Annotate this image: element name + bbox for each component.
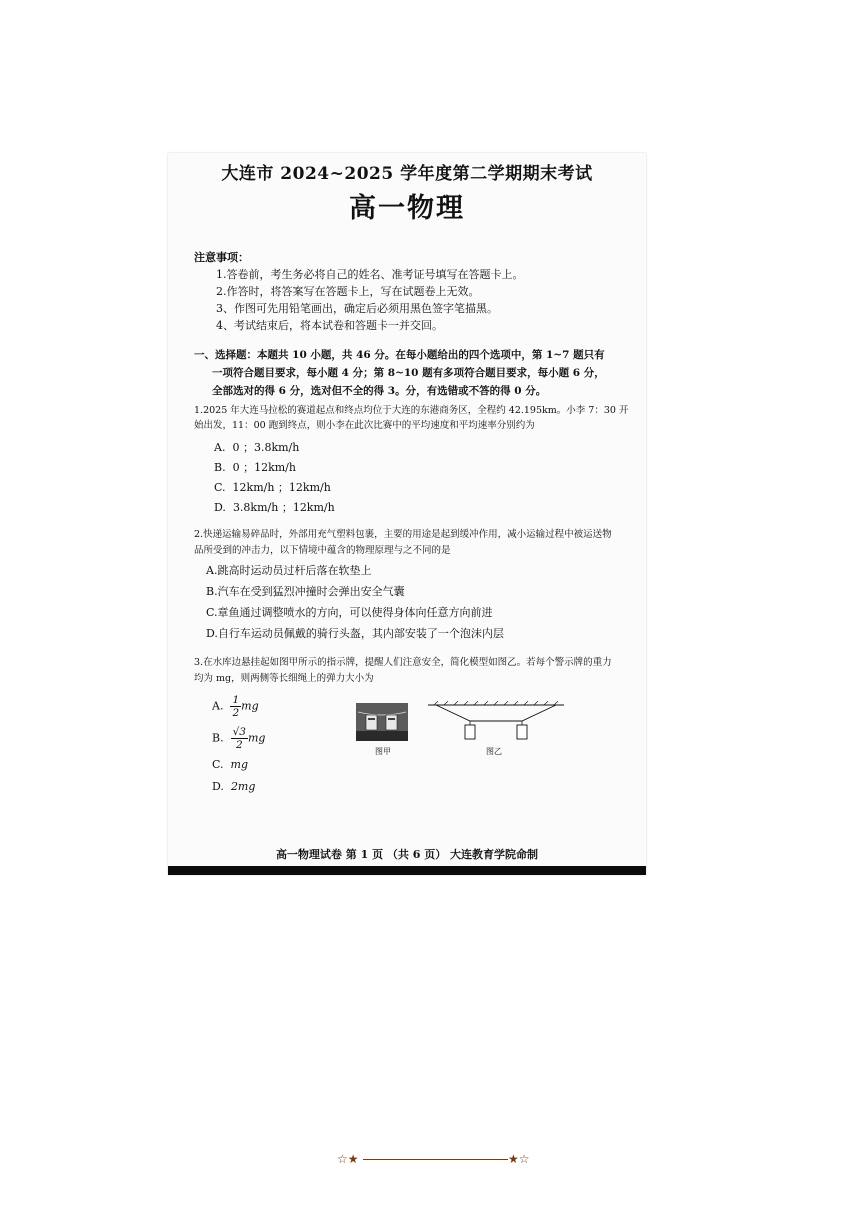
q3-option-b: B. $\frac{√3}{2}$ mg [212, 726, 266, 751]
exam-page [168, 153, 646, 875]
q1-option-c: C. 12km/h ；12km/h [214, 481, 331, 494]
q3-stem: 均为 mg，则两侧等长细绳上的弹力大小为 [194, 673, 374, 684]
section-instruction: 一、选择题：本题共 10 小题，共 46 分。在每小题给出的四个选项中，第 1~7 题只有 [194, 349, 605, 361]
notice-item: 2.作答时，将答案写在答题卡上，写在试题卷上无效。 [216, 285, 480, 298]
figure-jia-photo [356, 703, 408, 741]
notice-item: 4、考试结束后，将本试卷和答题卡一并交回。 [216, 319, 443, 332]
q3-stem: 3.在水库边悬挂起如图甲所示的指示牌，提醒人们注意安全，简化模型如图乙。若每个警示牌的重力 [194, 657, 612, 668]
page-footer: 高一物理试卷 第 1 页 （共 6 页） 大连教育学院命制 [275, 848, 539, 861]
q1-stem: 始出发，11：00 跑到终点，则小李在此次比赛中的平均速度和平均速率分别约为 [194, 420, 535, 431]
notice-heading: 注意事项： [194, 251, 249, 264]
q1-option-a: A. 0 ；3.8km/h [214, 441, 300, 454]
divider-line [363, 1159, 508, 1160]
exam-title: 大连市 2024~2025 学年度第二学期期末考试 [221, 164, 593, 184]
q2-stem: 品所受到的冲击力，以下情境中蕴含的物理原理与之不同的是 [194, 545, 451, 556]
q3-option-a: A. $\frac{1}{2}$ mg [212, 694, 259, 719]
section-instruction: 全部选对的得 6 分，选对但不全的得 3。分，有选错或不答的得 0 分。 [212, 385, 547, 397]
q3-option-d: D. 2mg [212, 780, 256, 793]
page-bottom-border [168, 866, 646, 875]
q1-option-b: B. 0 ；12km/h [214, 461, 296, 474]
q1-option-d: D. 3.8km/h ；12km/h [214, 501, 335, 514]
exam-subject: 高一物理 [349, 193, 465, 224]
star-icon: ★☆ [508, 1152, 530, 1166]
figure-yi-diagram [426, 701, 566, 745]
q3-option-c: C. mg [212, 758, 249, 771]
section-instruction: 一项符合题目要求，每小题 4 分；第 8~10 题有多项符合题目要求，每小题 6 分， [212, 367, 605, 379]
star-divider [337, 1152, 532, 1166]
q2-option-a: A.跳高时运动员过杆后落在软垫上 [206, 564, 372, 577]
star-icon: ☆★ [337, 1152, 359, 1166]
q2-option-c: C.章鱼通过调整喷水的方向，可以使得身体向任意方向前进 [206, 606, 493, 619]
notice-item: 3、作图可先用铅笔画出，确定后必须用黑色签字笔描黑。 [216, 302, 498, 315]
notice-item: 1.答卷前，考生务必将自己的姓名、准考证号填写在答题卡上。 [216, 268, 524, 281]
figure-jia-caption: 图甲 [375, 747, 391, 756]
figure-yi-caption: 图乙 [486, 747, 502, 756]
q2-option-d: D.自行车运动员佩戴的骑行头盔，其内部安装了一个泡沫内层 [206, 627, 504, 640]
q2-stem: 2.快递运输易碎品时，外部用充气塑料包裹，主要的用途是起到缓冲作用，减小运输过程中被运送物 [194, 529, 612, 540]
q1-stem: 1.2025 年大连马拉松的赛道起点和终点均位于大连的东港商务区，全程约 42.195km。小李 7：30 开 [194, 405, 629, 416]
q2-option-b: B.汽车在受到猛烈冲撞时会弹出安全气囊 [206, 585, 405, 598]
